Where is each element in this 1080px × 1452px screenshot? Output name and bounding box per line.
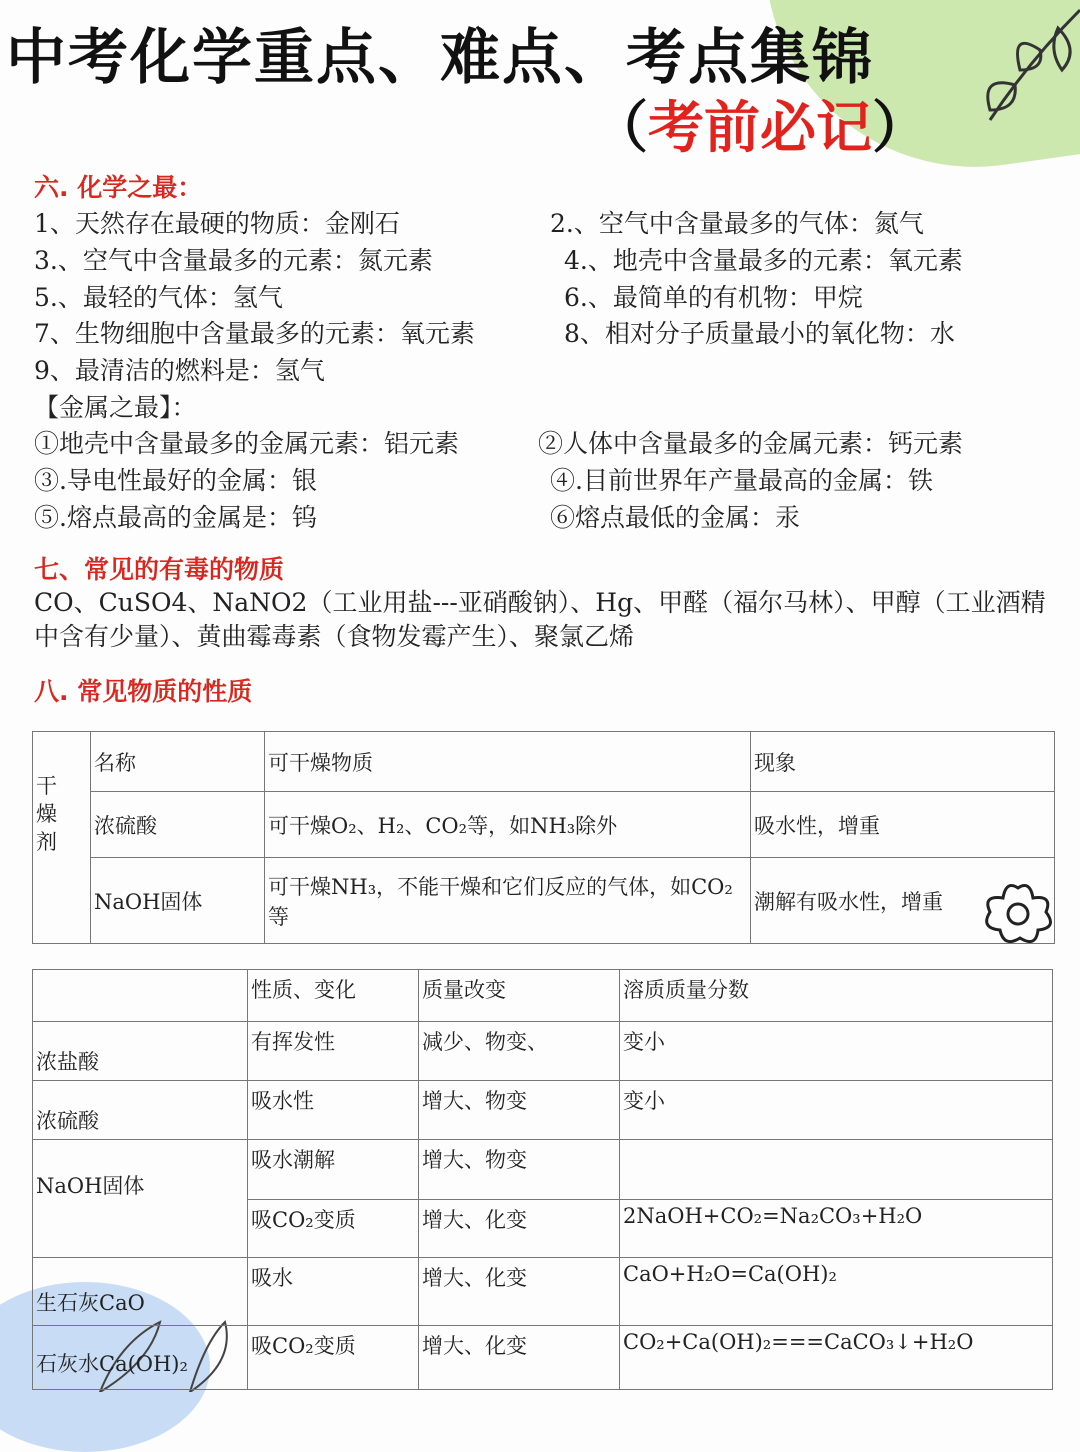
list-item: 2.、空气中含量最多的气体：氮气 xyxy=(550,209,924,238)
table-cell: 潮解有吸水性，增重 xyxy=(751,858,1055,944)
table-cell: 变小 xyxy=(620,1022,1053,1081)
table-cell: 有挥发性 xyxy=(248,1022,419,1081)
list-item: ④.目前世界年产量最高的金属：铁 xyxy=(550,466,933,495)
table-cell: 吸水潮解 xyxy=(248,1140,419,1200)
list-item: 8、相对分子质量最小的氧化物：水 xyxy=(564,319,955,348)
page-title: 中考化学重点、难点、考点集锦 xyxy=(6,23,874,93)
list-item: 4.、地壳中含量最多的元素：氧元素 xyxy=(564,246,963,275)
table-cell: 吸CO₂变质 xyxy=(248,1326,419,1390)
table-header: 质量改变 xyxy=(419,970,620,1022)
table-row xyxy=(33,1081,1053,1140)
desiccant-table xyxy=(32,731,1055,944)
list-item: ③.导电性最好的金属：银 xyxy=(34,466,317,495)
table-cell: 生石灰CaO xyxy=(33,1258,248,1326)
table-row xyxy=(33,1022,1053,1081)
list-item: ⑤.熔点最高的金属是：钨 xyxy=(34,503,317,532)
table-cell: 吸水 xyxy=(248,1258,419,1326)
group-label-cell: 干燥剂 xyxy=(33,732,91,944)
table-cell: 可干燥O₂、H₂、CO₂等，如NH₃除外 xyxy=(265,792,751,858)
table-cell: 增大、化变 xyxy=(419,1258,620,1326)
list-item: ②人体中含量最多的金属元素：钙元素 xyxy=(538,429,964,458)
list-item: 9、最清洁的燃料是：氢气 xyxy=(34,356,325,385)
list-item: 7、生物细胞中含量最多的元素：氧元素 xyxy=(34,319,475,348)
table-cell: 浓硫酸 xyxy=(33,1081,248,1140)
list-item: ⑥熔点最低的金属：汞 xyxy=(550,503,801,532)
table-header: 名称 xyxy=(91,732,265,792)
table-row xyxy=(33,1258,1053,1326)
list-item: 3.、空气中含量最多的元素：氮元素 xyxy=(34,246,433,275)
table-cell: 吸水性 xyxy=(248,1081,419,1140)
property-table xyxy=(32,969,1053,1390)
list-item: 6.、最简单的有机物：甲烷 xyxy=(564,283,863,312)
table-row xyxy=(33,792,1055,858)
table-cell: 减少、物变、 xyxy=(419,1022,620,1081)
table-header: 性质、变化 xyxy=(248,970,419,1022)
table-cell: 增大、化变 xyxy=(419,1200,620,1258)
table-header xyxy=(33,970,248,1022)
section-7-title: 七、常见的有毒的物质 xyxy=(34,555,285,584)
table-cell: CO₂+Ca(OH)₂===CaCO₃↓+H₂O xyxy=(620,1326,1053,1390)
table-cell: NaOH固体 xyxy=(33,1140,248,1258)
table-cell: 吸CO₂变质 xyxy=(248,1200,419,1258)
list-item: 1、天然存在最硬的物质：金刚石 xyxy=(34,209,400,238)
table-cell: NaOH固体 xyxy=(91,858,265,944)
list-item: ①地壳中含量最多的金属元素：铝元素 xyxy=(34,429,460,458)
list-item: 5.、最轻的气体：氢气 xyxy=(34,283,283,312)
section-6-title: 六. 化学之最： xyxy=(34,173,203,202)
table-row xyxy=(33,1326,1053,1390)
table-cell: 吸水性，增重 xyxy=(751,792,1055,858)
table-cell: 增大、物变 xyxy=(419,1140,620,1200)
table-cell: 变小 xyxy=(620,1081,1053,1140)
table-cell: 浓盐酸 xyxy=(33,1022,248,1081)
table-cell: 浓硫酸 xyxy=(91,792,265,858)
metal-heading: 【金属之最】： xyxy=(34,393,197,422)
table-cell: 增大、物变 xyxy=(419,1081,620,1140)
table-header: 可干燥物质 xyxy=(265,732,751,792)
table-header: 现象 xyxy=(751,732,1055,792)
table-cell xyxy=(620,1140,1053,1200)
table-row xyxy=(33,1140,1053,1200)
table-cell: 石灰水Ca(OH)₂ xyxy=(33,1326,248,1390)
table-cell: 可干燥NH₃，不能干燥和它们反应的气体，如CO₂等 xyxy=(265,858,751,944)
table-cell: CaO+H₂O=Ca(OH)₂ xyxy=(620,1258,1053,1326)
table-cell: 增大、化变 xyxy=(419,1326,620,1390)
page-subtitle: （考前必记） xyxy=(592,96,928,161)
section-8-title: 八. 常见物质的性质 xyxy=(34,677,253,706)
toxic-substances-text: CO、CuSO4、NaNO2（工业用盐---亚硝酸钠）、Hg、甲醛（福尔马林）、甲醇（工业酒精中含有少量）、黄曲霉毒素（食物发霉产生）、聚氯乙烯 xyxy=(34,588,1046,651)
table-header: 溶质质量分数 xyxy=(620,970,1053,1022)
table-row xyxy=(33,858,1055,944)
table-cell: 2NaOH+CO₂=Na₂CO₃+H₂O xyxy=(620,1200,1053,1258)
